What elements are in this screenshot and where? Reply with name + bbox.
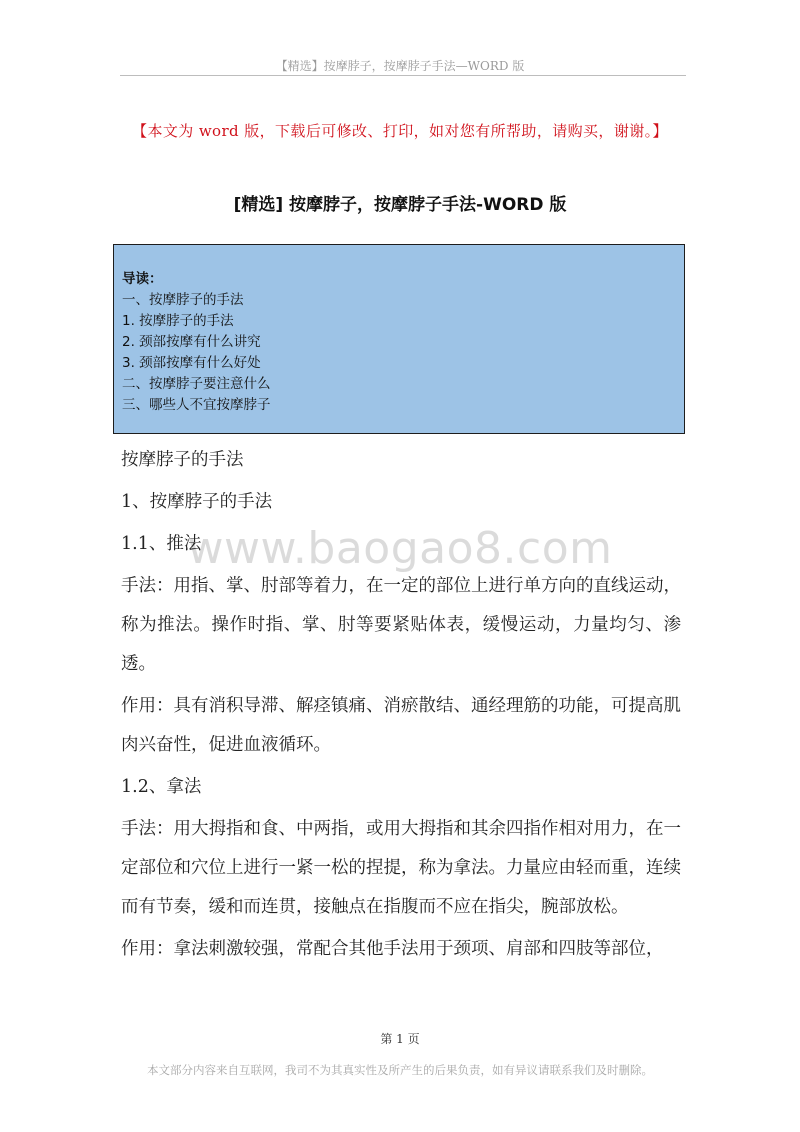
page-header-rule [120, 75, 686, 76]
paragraph-push-effect: 作用：具有消积导滞、解痉镇痛、消瘀散结、通经理筋的功能，可提高肌肉兴奋性，促进血液循环。 [121, 696, 681, 755]
footer-disclaimer: 本文部分内容来自互联网，我司不为其真实性及所产生的后果负责，如有异议请联系我们及时删除。 [147, 1063, 653, 1077]
guide-item: 二、按摩脖子要注意什么 [122, 376, 271, 392]
guide-item: 2. 颈部按摩有什么讲究 [122, 334, 261, 350]
subsection-heading: 1.2、拿法 [121, 777, 202, 797]
subsection-heading: 1.1、推法 [121, 534, 202, 554]
reading-guide-box [113, 244, 685, 434]
subsection-heading: 1、按摩脖子的手法 [121, 492, 273, 512]
guide-item: 三、哪些人不宜按摩脖子 [122, 397, 271, 413]
paragraph-grasp-effect: 作用：拿法刺激较强，常配合其他手法用于颈项、肩部和四肢等部位， [121, 939, 664, 959]
guide-item: 3. 颈部按摩有什么好处 [122, 355, 261, 371]
paragraph-push-method: 手法：用指、掌、肘部等着力，在一定的部位上进行单方向的直线运动，称为推法。操作时指、掌、肘等要紧贴体表，缓慢运动，力量均匀、渗透。 [121, 576, 681, 674]
guide-item: 1. 按摩脖子的手法 [122, 313, 234, 329]
watermark: www.baogao8.com [187, 523, 613, 574]
paragraph-grasp-method: 手法：用大拇指和食、中两指，或用大拇指和其余四指作相对用力，在一定部位和穴位上进行一紧一松的捏提，称为拿法。力量应由轻而重，连续而有节奏，缓和而连贯，接触点在指腹而不应在指尖，腕部放松。 [121, 819, 681, 917]
purchase-notice: 【本文为 word 版，下载后可修改、打印，如对您有所帮助，请购买，谢谢。】 [132, 122, 668, 140]
page-header-text: 【精选】按摩脖子，按摩脖子手法—WORD 版 [275, 59, 525, 73]
body-content [121, 441, 681, 969]
page-number: 第 1 页 [380, 1032, 420, 1046]
document-title: [精选] 按摩脖子，按摩脖子手法-WORD 版 [233, 195, 567, 215]
guide-heading: 导读： [122, 271, 163, 287]
guide-item: 一、按摩脖子的手法 [122, 292, 244, 308]
section-title: 按摩脖子的手法 [121, 450, 244, 470]
